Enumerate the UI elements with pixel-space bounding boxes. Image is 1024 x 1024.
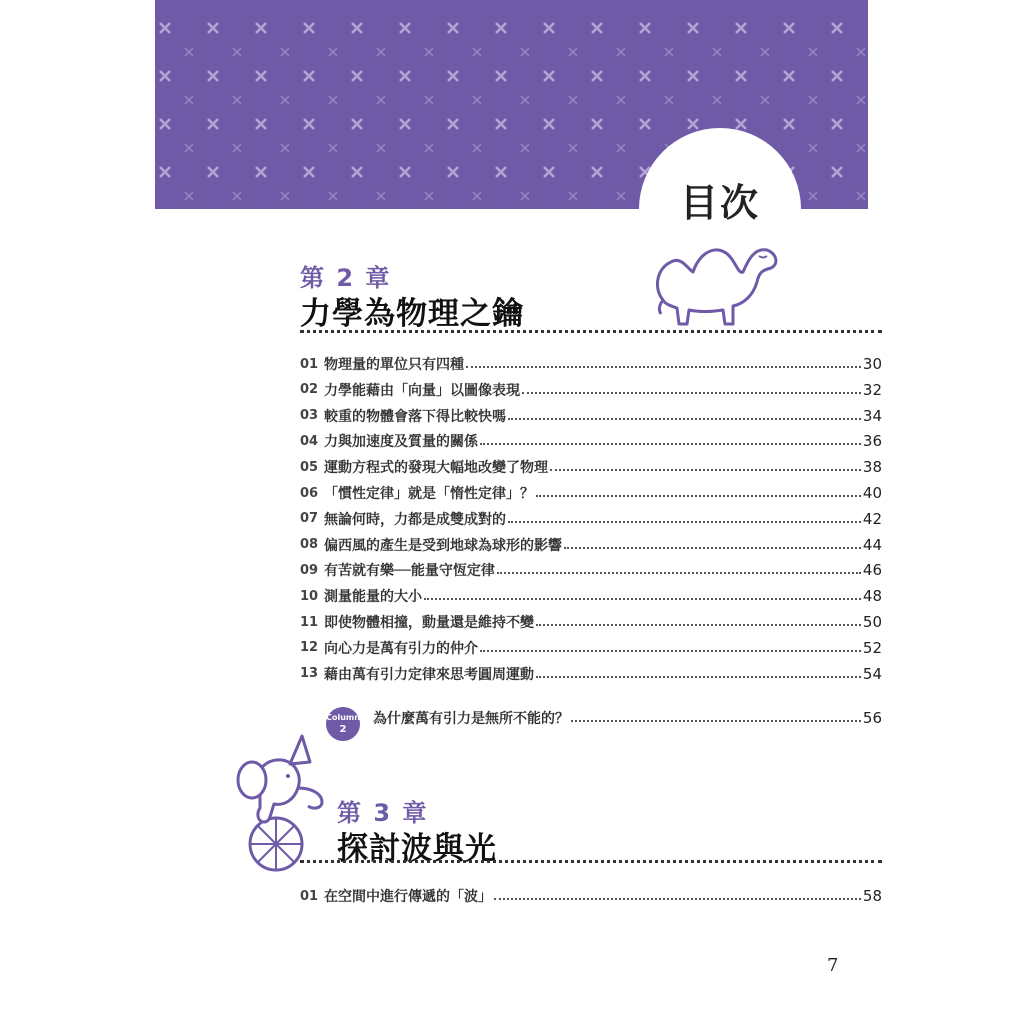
- chapter-2-divider: [300, 330, 882, 333]
- toc-entry[interactable]: [300, 354, 882, 374]
- entry-title: 較重的物體會落下得比較快嗎: [324, 408, 506, 425]
- leader-dots: [522, 392, 861, 394]
- chapter-3-label: 第 3 章: [337, 799, 429, 827]
- entry-title: 在空間中進行傳遞的「波」: [324, 889, 492, 905]
- toc-entry[interactable]: [300, 431, 882, 451]
- chapter-3-title: 探討波與光: [337, 831, 497, 867]
- toc-entry[interactable]: [300, 886, 882, 906]
- entry-page: 38: [862, 458, 882, 477]
- column-badge: Column 2: [326, 707, 360, 741]
- entry-page: 34: [862, 406, 882, 425]
- entry-page: 50: [862, 613, 882, 631]
- leader-dots: [424, 598, 861, 600]
- entry-page: 58: [862, 887, 882, 905]
- leader-dots: [494, 898, 861, 900]
- entry-page: 48: [862, 587, 882, 606]
- entry-page: 56: [862, 709, 882, 727]
- entry-title: 偏西風的產生是受到地球為球形的影響: [324, 537, 562, 554]
- leader-dots: [571, 720, 861, 722]
- chapter-3-divider: [300, 860, 882, 863]
- entry-number: 05: [300, 459, 319, 475]
- leader-dots: [564, 547, 861, 549]
- entry-title: 為什麼萬有引力是無所不能的？: [373, 711, 569, 727]
- entry-page: 52: [862, 638, 882, 657]
- entry-title: 測量能量的大小: [324, 589, 422, 606]
- entry-page: 32: [862, 380, 882, 399]
- leader-dots: [497, 572, 861, 574]
- entry-title: 有苦就有樂──能量守恆定律: [324, 563, 495, 580]
- toc-entry[interactable]: [300, 586, 882, 606]
- leader-dots: [466, 366, 861, 368]
- entry-title: 力與加速度及質量的關係: [324, 434, 478, 451]
- leader-dots: [508, 521, 861, 523]
- chapter-2-label: 第 2 章: [300, 264, 392, 292]
- entry-page: 40: [862, 484, 882, 502]
- entry-number: 07: [300, 511, 319, 527]
- entry-title: 無論何時，力都是成雙成對的: [324, 511, 506, 528]
- entry-page: 46: [862, 561, 882, 580]
- leader-dots: [536, 495, 861, 497]
- leader-dots: [536, 624, 861, 626]
- toc-entry[interactable]: [300, 638, 882, 658]
- toc-entry[interactable]: [300, 380, 882, 400]
- toc-entry[interactable]: [300, 483, 882, 503]
- entry-title: 「慣性定律」就是「惰性定律」？: [324, 486, 534, 502]
- toc-entry[interactable]: [300, 664, 882, 684]
- entry-title: 物理量的單位只有四種: [324, 357, 464, 373]
- entry-title: 力學能藉由「向量」以圖像表現: [324, 382, 520, 399]
- entry-number: 08: [300, 537, 319, 553]
- leader-dots: [480, 443, 861, 445]
- page-number: 7: [827, 955, 839, 976]
- entry-number: 12: [300, 640, 319, 656]
- entry-page: 54: [862, 664, 882, 683]
- entry-title: 向心力是萬有引力的仲介: [324, 640, 478, 657]
- toc-entry[interactable]: [300, 457, 882, 477]
- toc-entry[interactable]: [300, 406, 882, 426]
- entry-number: 01: [300, 888, 319, 904]
- entry-title: 運動方程式的發現大幅地改變了物理: [324, 460, 548, 477]
- entry-number: 11: [300, 614, 319, 630]
- entry-number: 03: [300, 408, 319, 424]
- entry-page: 36: [862, 432, 882, 451]
- leader-dots: [550, 469, 861, 471]
- leader-dots: [536, 676, 861, 678]
- toc-entry[interactable]: [300, 560, 882, 580]
- entry-page: 44: [862, 535, 882, 554]
- toc-entry[interactable]: [300, 535, 882, 555]
- entry-number: 06: [300, 485, 319, 501]
- entry-title: 藉由萬有引力定律來思考圓周運動: [324, 666, 534, 683]
- entry-page: 30: [862, 355, 882, 373]
- toc-entry[interactable]: [300, 509, 882, 529]
- column-entry[interactable]: [373, 708, 882, 728]
- chapter-2-title: 力學為物理之鑰: [300, 296, 524, 332]
- toc-page: [155, 0, 882, 1024]
- toc-entry[interactable]: [300, 612, 882, 632]
- entry-number: 09: [300, 562, 319, 578]
- elephant-on-ball-icon: [230, 722, 340, 872]
- entry-number: 04: [300, 433, 319, 449]
- leader-dots: [480, 650, 861, 652]
- entry-number: 13: [300, 666, 319, 682]
- entry-number: 10: [300, 588, 319, 604]
- entry-number: 01: [300, 356, 319, 372]
- entry-page: 42: [862, 509, 882, 528]
- entry-number: 02: [300, 382, 319, 398]
- leader-dots: [508, 418, 861, 420]
- entry-title: 即使物體相撞，動量還是維持不變: [324, 615, 534, 631]
- page-title: 目次: [680, 181, 761, 225]
- camel-icon: [643, 238, 783, 338]
